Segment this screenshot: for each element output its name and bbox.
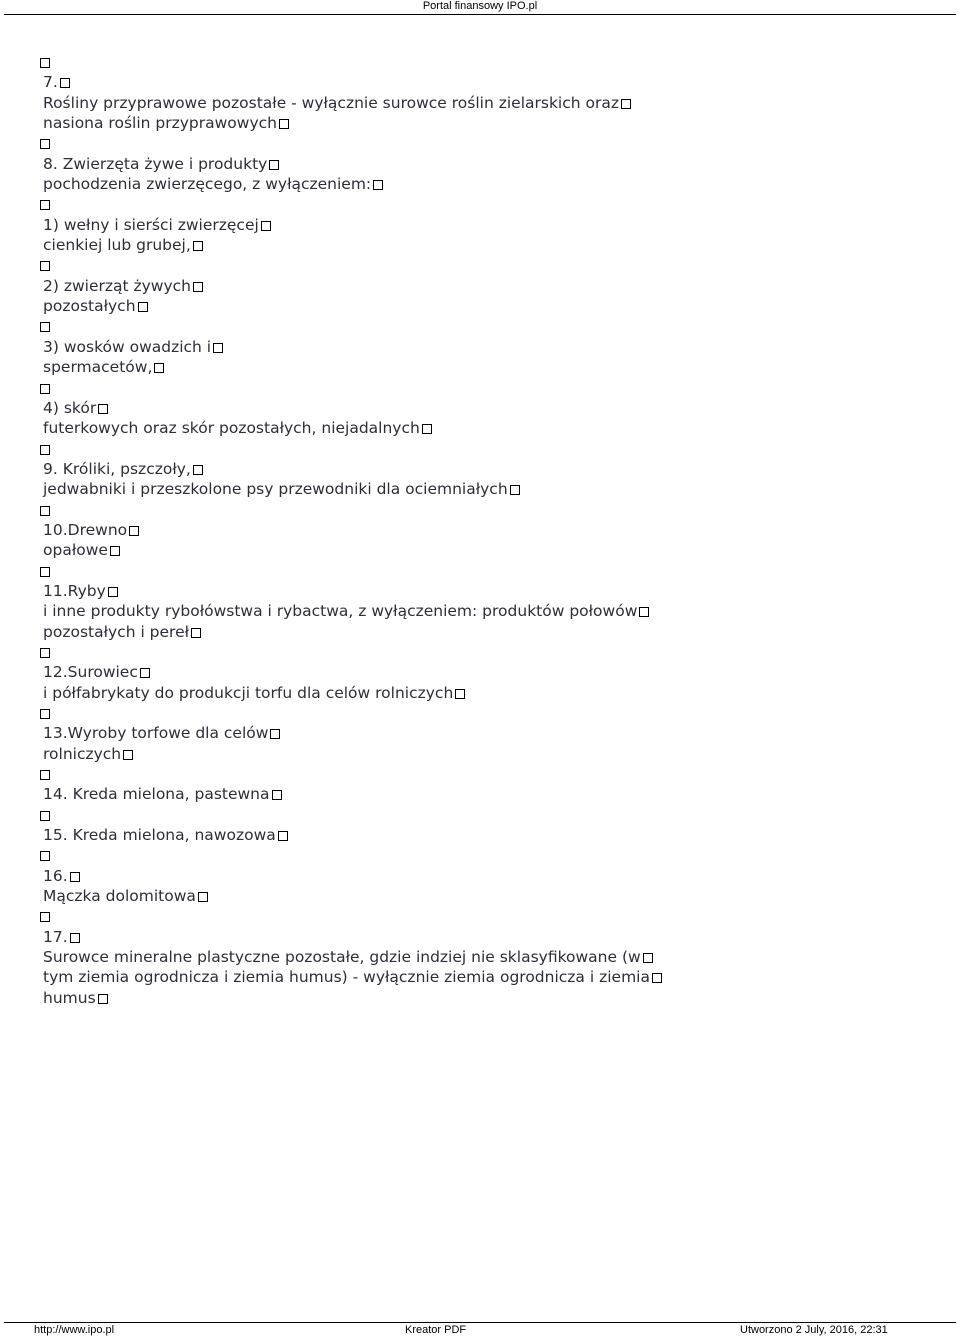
missing-glyph-box-icon bbox=[213, 343, 223, 353]
missing-glyph-box-icon bbox=[70, 933, 80, 943]
document-content bbox=[43, 52, 943, 1008]
spacer-line bbox=[43, 133, 943, 153]
missing-glyph-box-icon bbox=[154, 363, 164, 373]
item-number bbox=[43, 866, 943, 886]
header-divider bbox=[4, 14, 956, 15]
item-line bbox=[43, 744, 943, 764]
page-footer bbox=[0, 1324, 960, 1338]
item-line-text: pozostałych i pereł bbox=[43, 622, 190, 641]
missing-glyph-box-icon bbox=[40, 322, 50, 332]
item-line-text: Surowce mineralne plastyczne pozostałe, gdzie indziej nie sklasyfikowane (w bbox=[43, 948, 641, 967]
missing-glyph-box-icon bbox=[455, 689, 465, 699]
item-number bbox=[43, 459, 943, 479]
missing-glyph-box-icon bbox=[652, 973, 662, 983]
spacer-line bbox=[43, 255, 943, 275]
item-line-text: spermacetów, bbox=[43, 358, 153, 377]
missing-glyph-box-icon bbox=[40, 384, 50, 394]
spacer-line bbox=[43, 845, 943, 865]
missing-glyph-box-icon bbox=[40, 770, 50, 780]
item-number-text: 2) zwierząt żywych bbox=[43, 276, 192, 295]
missing-glyph-box-icon bbox=[60, 78, 70, 88]
item-line bbox=[43, 113, 943, 133]
item-number-text: 12.Surowiec bbox=[43, 663, 138, 682]
spacer-line bbox=[43, 52, 943, 72]
missing-glyph-box-icon bbox=[643, 953, 653, 963]
item-number-text: 17. bbox=[43, 927, 68, 946]
item-line bbox=[43, 683, 943, 703]
item-line-text: Mączka dolomitowa bbox=[43, 887, 196, 906]
item-line bbox=[43, 174, 943, 194]
missing-glyph-box-icon bbox=[40, 261, 50, 271]
missing-glyph-box-icon bbox=[191, 628, 201, 638]
item-number bbox=[43, 581, 943, 601]
missing-glyph-box-icon bbox=[198, 892, 208, 902]
item-line-text: futerkowych oraz skór pozostałych, niejadalnych bbox=[43, 419, 420, 438]
missing-glyph-box-icon bbox=[123, 750, 133, 760]
item-line bbox=[43, 886, 943, 906]
missing-glyph-box-icon bbox=[40, 567, 50, 577]
item-line-text: cienkiej lub grubej, bbox=[43, 236, 191, 255]
item-line bbox=[43, 235, 943, 255]
item-number-text: 11.Ryby bbox=[43, 581, 106, 600]
item-line-text: pozostałych bbox=[43, 297, 136, 316]
missing-glyph-box-icon bbox=[98, 404, 108, 414]
missing-glyph-box-icon bbox=[40, 58, 50, 68]
item-line-text: opałowe bbox=[43, 541, 108, 560]
spacer-line bbox=[43, 378, 943, 398]
missing-glyph-box-icon bbox=[129, 526, 139, 536]
missing-glyph-box-icon bbox=[40, 445, 50, 455]
missing-glyph-box-icon bbox=[422, 424, 432, 434]
item-line-text: i inne produkty rybołówstwa i rybactwa, z wyłączeniem: produktów połowów bbox=[43, 602, 638, 621]
item-number-text: 16. bbox=[43, 866, 68, 885]
missing-glyph-box-icon bbox=[40, 811, 50, 821]
missing-glyph-box-icon bbox=[98, 994, 108, 1004]
missing-glyph-box-icon bbox=[272, 790, 282, 800]
item-number-text: 7. bbox=[43, 73, 58, 92]
spacer-line bbox=[43, 642, 943, 662]
item-line bbox=[43, 479, 943, 499]
item-number bbox=[43, 72, 943, 92]
item-line bbox=[43, 296, 943, 316]
item-line-text: nasiona roślin przyprawowych bbox=[43, 114, 277, 133]
spacer-line bbox=[43, 500, 943, 520]
item-number-text: 1) wełny i sierści zwierzęcej bbox=[43, 215, 259, 234]
missing-glyph-box-icon bbox=[373, 180, 383, 190]
missing-glyph-box-icon bbox=[269, 160, 279, 170]
item-number bbox=[43, 723, 943, 743]
missing-glyph-box-icon bbox=[510, 485, 520, 495]
item-line bbox=[43, 93, 943, 113]
missing-glyph-box-icon bbox=[40, 648, 50, 658]
missing-glyph-box-icon bbox=[639, 607, 649, 617]
missing-glyph-box-icon bbox=[40, 200, 50, 210]
missing-glyph-box-icon bbox=[278, 831, 288, 841]
footer-creator: Kreator PDF bbox=[405, 1324, 467, 1336]
missing-glyph-box-icon bbox=[40, 506, 50, 516]
spacer-line bbox=[43, 316, 943, 336]
missing-glyph-box-icon bbox=[261, 221, 271, 231]
item-line bbox=[43, 418, 943, 438]
item-line bbox=[43, 601, 943, 621]
item-number bbox=[43, 520, 943, 540]
item-number-text: 8. Zwierzęta żywe i produkty bbox=[43, 154, 268, 173]
item-line bbox=[43, 967, 943, 987]
missing-glyph-box-icon bbox=[40, 139, 50, 149]
item-line-text: tym ziemia ogrodnicza i ziemia humus) - wyłącznie ziemia ogrodnicza i ziemia bbox=[43, 968, 650, 987]
spacer-line bbox=[43, 764, 943, 784]
missing-glyph-box-icon bbox=[140, 668, 150, 678]
item-line-text: rolniczych bbox=[43, 744, 122, 763]
item-number bbox=[43, 215, 943, 235]
missing-glyph-box-icon bbox=[110, 546, 120, 556]
item-line-text: i półfabrykaty do produkcji torfu dla celów rolniczych bbox=[43, 683, 454, 702]
item-number bbox=[43, 154, 943, 174]
item-number bbox=[43, 276, 943, 296]
item-line-text: jedwabniki i przeszkolone psy przewodniki dla ociemniałych bbox=[43, 480, 508, 499]
item-line bbox=[43, 988, 943, 1008]
item-line-text: pochodzenia zwierzęcego, z wyłączeniem: bbox=[43, 175, 372, 194]
item-number-text: 3) wosków owadzich i bbox=[43, 337, 212, 356]
missing-glyph-box-icon bbox=[279, 119, 289, 129]
missing-glyph-box-icon bbox=[108, 587, 118, 597]
item-line-text: Rośliny przyprawowe pozostałe - wyłącznie surowce roślin zielarskich oraz bbox=[43, 93, 619, 112]
missing-glyph-box-icon bbox=[138, 302, 148, 312]
item-number-text: 4) skór bbox=[43, 398, 97, 417]
missing-glyph-box-icon bbox=[193, 465, 203, 475]
item-number-text: 9. Króliki, pszczoły, bbox=[43, 459, 191, 478]
item-line bbox=[43, 947, 943, 967]
footer-created: Utworzono 2 July, 2016, 22:31 bbox=[740, 1324, 888, 1336]
footer-divider bbox=[4, 1322, 956, 1323]
missing-glyph-box-icon bbox=[193, 241, 203, 251]
missing-glyph-box-icon bbox=[621, 99, 631, 109]
spacer-line bbox=[43, 194, 943, 214]
missing-glyph-box-icon bbox=[40, 912, 50, 922]
item-number bbox=[43, 927, 943, 947]
spacer-line bbox=[43, 439, 943, 459]
item-number bbox=[43, 337, 943, 357]
missing-glyph-box-icon bbox=[193, 282, 203, 292]
header-title: Portal finansowy IPO.pl bbox=[422, 0, 538, 12]
item-number-text: 15. Kreda mielona, nawozowa bbox=[43, 826, 276, 845]
missing-glyph-box-icon bbox=[40, 709, 50, 719]
item-number-text: 14. Kreda mielona, pastewna bbox=[43, 785, 270, 804]
spacer-line bbox=[43, 906, 943, 926]
missing-glyph-box-icon bbox=[270, 729, 280, 739]
footer-url: http://www.ipo.pl bbox=[34, 1324, 115, 1336]
item-line-text: humus bbox=[43, 988, 96, 1007]
item-number bbox=[43, 398, 943, 418]
item-line bbox=[43, 622, 943, 642]
missing-glyph-box-icon bbox=[40, 851, 50, 861]
item-number bbox=[43, 825, 943, 845]
item-number-text: 13.Wyroby torfowe dla celów bbox=[43, 724, 269, 743]
item-number bbox=[43, 784, 943, 804]
spacer-line bbox=[43, 805, 943, 825]
item-line bbox=[43, 357, 943, 377]
spacer-line bbox=[43, 703, 943, 723]
item-line bbox=[43, 540, 943, 560]
item-number-text: 10.Drewno bbox=[43, 520, 128, 539]
missing-glyph-box-icon bbox=[70, 872, 80, 882]
spacer-line bbox=[43, 561, 943, 581]
item-number bbox=[43, 662, 943, 682]
